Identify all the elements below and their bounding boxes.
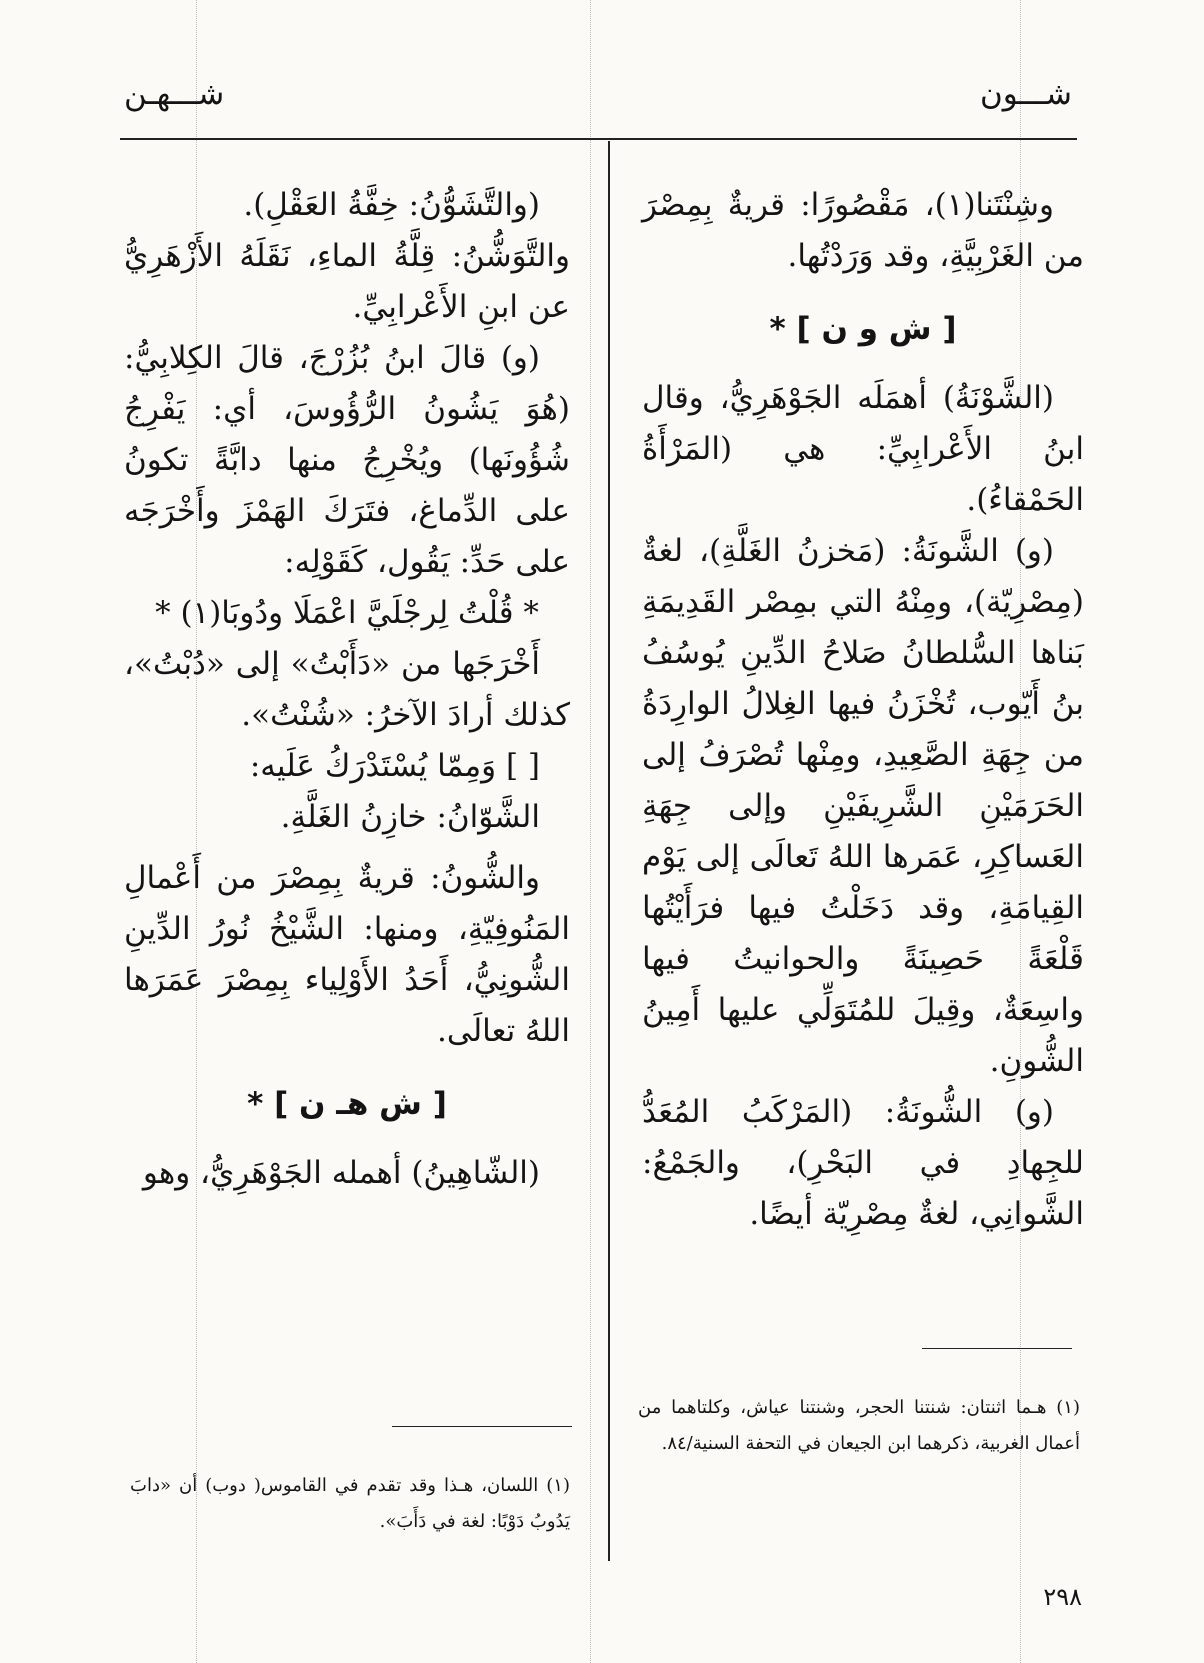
footnote-right: (١) هـما اثنتان: شنتنا الحجر، وشنتنا عياش، وكلتاهما من أعمال الغربية، ذكرهما ابن الجيعان في التحفة السنية/٨٤.: [638, 1397, 1080, 1454]
paragraph: (و) الشَّونَةُ: (مَخزنُ الغَلَّةِ)، لغةٌ (مِصْرِيّة)، ومِنْهُ التي بمِصْر القَدِيمَةِ بَناها السُّلطانُ صَلاحُ الدِّينِ يُوسُفُ بنُ أَيّوب، تُخْزَنُ فيها الغِلالُ الوارِدَةُ من جِهَةِ الصَّعِيدِ، ومِنْها تُصْرَفُ إلى الحَرَمَيْنِ الشَّرِيفَيْنِ وإلى جِهَةِ العَساكِرِ، عَمَرها اللهُ تَعالَى إلى يَوْم القِيامَةِ، وقد دَخَلْتُ فيها فرَأَيْتُها قَلْعَةً حَصِينَةً والحوانيتُ فيها واسِعَةٌ، وقِيلَ للمُتَوَلِّي عليها أَمِينُ الشُّونِ.: [642, 533, 1084, 1079]
paragraph: (و) الشُّونَةُ: (المَرْكَبُ المُعَدُّ للجِهادِ في البَحْرِ)، والجَمْعُ: الشَّوانِي، لغةٌ مِصْرِيّة أيضًا.: [642, 1094, 1084, 1232]
footnote-rule-right: [922, 1348, 1072, 1349]
paragraph: (و) قالَ ابنُ بُزُرْجَ، قالَ الكِلابِيُّ: (هُوَ يَشُونُ الرُّؤُوسَ، أي: يَفْرِجُ شُؤُونَها) ويُخْرِجُ منها دابَّةً تكونُ على الدِّماغ، فتَرَكَ الهَمْزَ وأَخْرَجَه على حَدِّ: يَقُول، كَقَوْلِه:: [124, 340, 570, 580]
paragraph: أَخْرَجَها من «دَأَبْتُ» إلى «دُبْتُ»، كذلك أرادَ الآخرُ: «شُنْتُ».: [124, 646, 570, 733]
paragraph: [ ] وَمِمّا يُسْتَدْرَكُ عَلَيه:: [249, 748, 540, 784]
footnote-rule-left: [392, 1426, 572, 1427]
running-header-left: شـــهـن: [124, 76, 225, 112]
entry-heading: [ ش هـ ن ] *: [247, 1086, 447, 1122]
paragraph: وشِنْتَنا(١)، مَقْصُورًا: قريةٌ بِمِصْرَ من الغَرْبِيَّةِ، وقد وَرَدْتُها.: [642, 187, 1084, 274]
column-divider: [608, 141, 610, 1561]
verse-line: * قُلْتُ لِرجْلَيَّ اعْمَلَا ودُوبَا(١) *: [155, 595, 539, 631]
entry-heading: [ ش و ن ] *: [769, 311, 957, 347]
paragraph: (الشَّوْنَةُ) أهمَلَه الجَوْهَرِيُّ، وقال ابنُ الأَعْرابِيِّ: هي (المَرْأَةُ الحَمْقاءُ).: [642, 380, 1084, 518]
header-rule: [120, 138, 1077, 140]
footnote-left: (١) اللسان، هـذا وقد تقدم في القاموس( دوب) أن «دابَ يَدُوبُ دَوْبًا: لغة في دَأَبَ».: [130, 1475, 570, 1532]
running-header-right: شـــون: [979, 76, 1072, 112]
left-column: [124, 180, 570, 1199]
paragraph: (الشّاهِينُ) أهمله الجَوْهَرِيُّ، وهو: [142, 1155, 540, 1191]
page-number: ٢٩٨: [1043, 1583, 1082, 1611]
paragraph: الشَّوّانُ: خازِنُ الغَلَّةِ.: [280, 799, 540, 835]
paragraph: (والتَّشَوُّنُ: خِفَّةُ العَقْلِ).: [243, 187, 540, 223]
paragraph: والتَّوَشُّنُ: قِلَّةُ الماءِ، نَقَلَهُ الأَزْهَرِيُّ عن ابنِ الأَعْرابِيِّ.: [124, 238, 570, 325]
paragraph: والشُّونُ: قريةٌ بِمِصْرَ من أَعْمالِ المَنُوفِيّةِ، ومنها: الشَّيْخُ نُورُ الدِّينِ الشُّونِيُّ، أَحَدُ الأَوْلِياء بِمِصْرَ عَمَرَها اللهُ تعالَى.: [124, 860, 570, 1049]
right-column: [642, 180, 1084, 1240]
